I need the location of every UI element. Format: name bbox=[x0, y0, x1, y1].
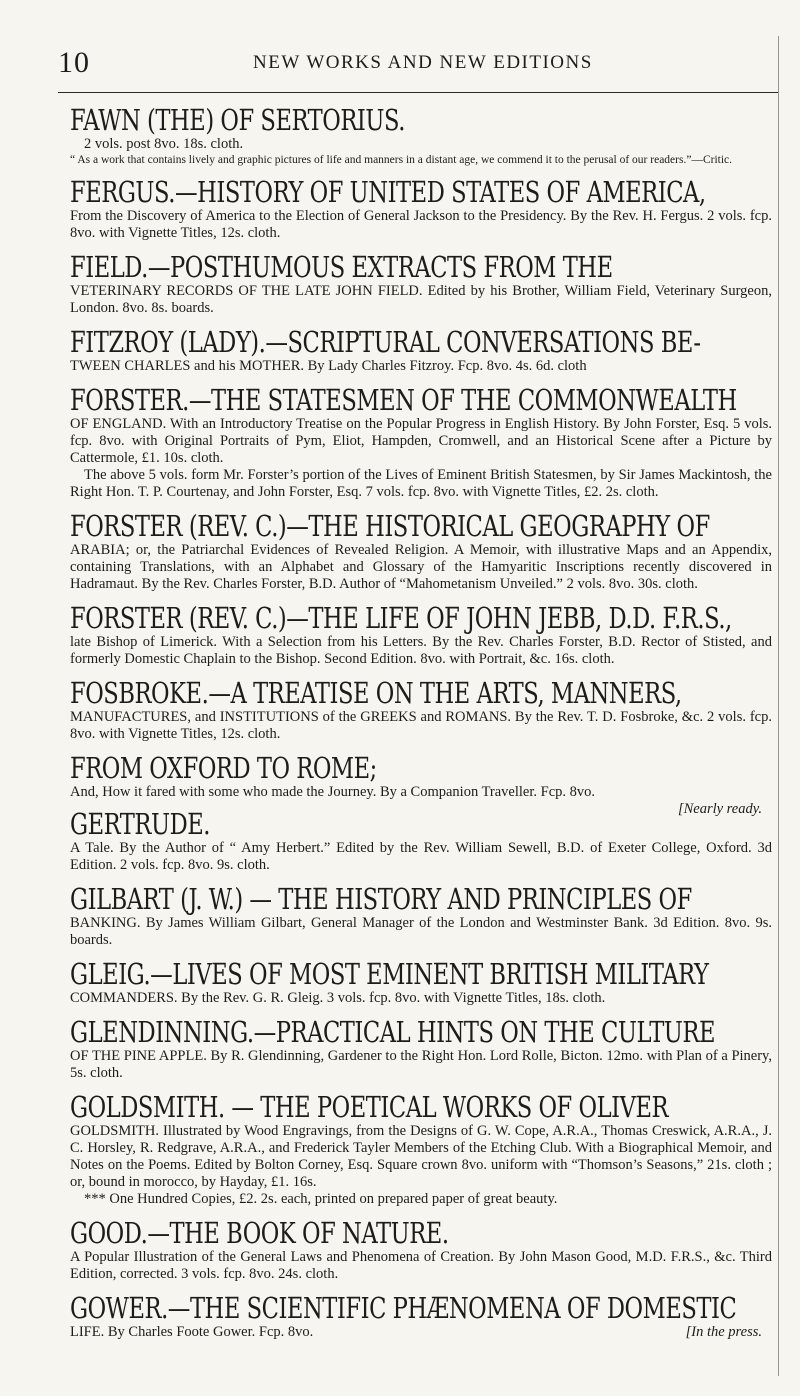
list-item bbox=[70, 808, 772, 874]
page-header bbox=[58, 40, 778, 100]
list-item bbox=[70, 1016, 772, 1082]
entry-status: [In the press. bbox=[685, 1324, 762, 1340]
entry-heading: FROM OXFORD TO ROME; bbox=[70, 751, 377, 785]
entry-body: From the Discovery of America to the Election of General Jackson to the Presidency. By the Rev. H. Fergus. 2 vols. fcp. 8vo. with Vignette Titles, 12s. cloth. bbox=[70, 208, 772, 241]
entry-heading: GLEIG.—LIVES OF MOST EMINENT BRITISH MILITARY bbox=[70, 957, 709, 991]
list-item bbox=[70, 602, 772, 668]
page-edge-rule bbox=[778, 36, 779, 1376]
entry-heading: GERTRUDE. bbox=[70, 807, 211, 841]
list-item bbox=[70, 510, 772, 593]
entry-body: And, How it fared with some who made the Journey. By a Companion Traveller. Fcp. 8vo. bbox=[70, 784, 596, 800]
entry-body: OF ENGLAND. With an Introductory Treatise on the Popular Progress in English History. By John Forster, Esq. 5 vols. fcp. 8vo. with Original Portraits of Pym, Eliot, Hampden, Cromwell, and an Historical Scene after a Picture by Cattermole, £1. 10s. cloth. bbox=[70, 416, 772, 466]
header-rule bbox=[58, 92, 778, 93]
entry-heading: FORSTER.—THE STATESMEN OF THE COMMONWEALTH bbox=[70, 383, 737, 417]
entry-body: BANKING. By James William Gilbart, General Manager of the London and Westminster Bank. 3d Edition. 8vo. 9s. boards. bbox=[70, 915, 772, 948]
entry-body: 2 vols. post 8vo. 18s. cloth. bbox=[84, 136, 244, 152]
page-number: 10 bbox=[58, 46, 90, 79]
entry-body: LIFE. By Charles Foote Gower. Fcp. 8vo. bbox=[70, 1324, 314, 1340]
entry-heading: FITZROY (LADY).—SCRIPTURAL CONVERSATIONS BE- bbox=[70, 325, 701, 359]
entry-heading: FORSTER (REV. C.)—THE LIFE OF JOHN JEBB, D.D. F.R.S., bbox=[70, 601, 732, 635]
list-item bbox=[70, 958, 772, 1007]
entry-body: late Bishop of Limerick. With a Selection from his Letters. By the Rev. Charles Forster, B.D. Rector of Stisted, and formerly Domestic Chaplain to the Bishop. Second Edition. 8vo. with Portrait, &c. 16s. cloth. bbox=[70, 634, 772, 667]
entry-note: *** One Hundred Copies, £2. 2s. each, printed on prepared paper of great beauty. bbox=[84, 1191, 558, 1207]
entry-review: “ As a work that contains lively and graphic pictures of life and manners in a distant age, we commend it to the perusal of our readers.”—Critic. bbox=[70, 154, 733, 166]
entry-body: VETERINARY RECORDS OF THE LATE JOHN FIELD. Edited by his Brother, William Field, Veterinary Surgeon, London. 8vo. 8s. boards. bbox=[70, 283, 772, 316]
entry-heading: FOSBROKE.—A TREATISE ON THE ARTS, MANNERS, bbox=[70, 676, 682, 710]
list-item bbox=[70, 677, 772, 743]
list-item bbox=[70, 883, 772, 949]
entries-list bbox=[70, 104, 772, 1350]
entry-heading: GOOD.—THE BOOK OF NATURE. bbox=[70, 1216, 449, 1250]
entry-body: COMMANDERS. By the Rev. G. R. Gleig. 3 vols. fcp. 8vo. with Vignette Titles, 18s. cloth. bbox=[70, 990, 606, 1006]
running-title: NEW WORKS AND NEW EDITIONS bbox=[253, 52, 593, 73]
entry-note: The above 5 vols. form Mr. Forster’s portion of the Lives of Eminent British Statesmen, by Sir James Mackintosh, the Right Hon. T. P. Courtenay, and John Forster, Esq. 7 vols. fcp. 8vo. with Vignette Titles, £2. 2s. cloth. bbox=[70, 467, 772, 500]
entry-body: MANUFACTURES, and INSTITUTIONS of the GREEKS and ROMANS. By the Rev. T. D. Fosbroke, &c. 2 vols. fcp. 8vo. with Vignette Titles, 12s. cloth. bbox=[70, 709, 772, 742]
entry-heading: GLENDINNING.—PRACTICAL HINTS ON THE CULTURE bbox=[70, 1015, 716, 1049]
entry-heading: FAWN (THE) OF SERTORIUS. bbox=[70, 103, 405, 137]
list-item bbox=[70, 326, 772, 375]
list-item bbox=[70, 1217, 772, 1283]
list-item bbox=[70, 176, 772, 242]
entry-status: [Nearly ready. bbox=[677, 801, 762, 817]
list-item bbox=[70, 104, 772, 167]
entry-body: OF THE PINE APPLE. By R. Glendinning, Gardener to the Right Hon. Lord Rolle, Bicton. 12mo. with Plan of a Pinery, 5s. cloth. bbox=[70, 1048, 772, 1081]
entry-body: ARABIA; or, the Patriarchal Evidences of Revealed Religion. A Memoir, with illustrative Maps and an Appendix, containing Translations, with an Alphabet and Glossary of the Hamyaritic Inscriptions recently discovered in Hadramaut. By the Rev. Charles Forster, B.D. Author of “Mahometanism Unveiled.” 2 vols. 8vo. 30s. cloth. bbox=[70, 542, 772, 592]
list-item bbox=[70, 1091, 772, 1208]
entry-body: A Tale. By the Author of “ Amy Herbert.” Edited by the Rev. William Sewell, B.D. of Exeter College, Oxford. 3d Edition. 2 vols. fcp. 8vo. 9s. cloth. bbox=[70, 840, 772, 873]
entry-heading: FIELD.—POSTHUMOUS EXTRACTS FROM THE bbox=[70, 250, 613, 284]
entry-heading: FERGUS.—HISTORY OF UNITED STATES OF AMERICA, bbox=[70, 175, 706, 209]
list-item bbox=[70, 1292, 772, 1341]
entry-heading: GOWER.—THE SCIENTIFIC PHÆNOMENA OF DOMESTIC bbox=[70, 1291, 737, 1325]
entry-heading: GOLDSMITH. — THE POETICAL WORKS OF OLIVER bbox=[70, 1090, 669, 1124]
list-item bbox=[70, 384, 772, 501]
list-item bbox=[70, 251, 772, 317]
entry-heading: FORSTER (REV. C.)—THE HISTORICAL GEOGRAPHY OF bbox=[70, 509, 710, 543]
entry-body: A Popular Illustration of the General Laws and Phenomena of Creation. By John Mason Good, M.D. F.R.S., &c. Third Edition, corrected. 3 vols. fcp. 8vo. 24s. cloth. bbox=[70, 1249, 772, 1282]
entry-body: TWEEN CHARLES and his MOTHER. By Lady Charles Fitzroy. Fcp. 8vo. 4s. 6d. cloth bbox=[70, 358, 587, 374]
entry-heading: GILBART (J. W.) — THE HISTORY AND PRINCIPLES OF bbox=[70, 882, 692, 916]
entry-body: GOLDSMITH. Illustrated by Wood Engravings, from the Designs of G. W. Cope, A.R.A., Thomas Creswick, A.R.A., J. C. Horsley, R. Redgrave, A.R.A., and Frederick Tayler Members of the Etching Club. With a Biographical Memoir, and Notes on the Poems. Edited by Bolton Corney, Esq. Square crown 8vo. uniform with “Thomson’s Seasons,” 21s. cloth ; or, bound in morocco, by Hayday, £1. 16s. bbox=[70, 1123, 772, 1190]
